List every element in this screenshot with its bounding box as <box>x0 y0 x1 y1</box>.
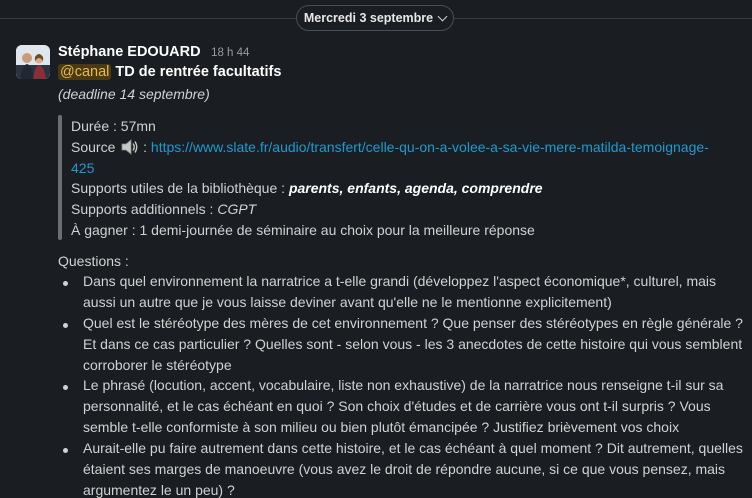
source-link-continued[interactable]: 425 <box>71 160 95 176</box>
message-timestamp[interactable]: 18 h 44 <box>211 47 250 59</box>
list-bullet <box>63 448 68 453</box>
quote-supports-utiles <box>71 180 543 196</box>
quote-source-cont <box>71 160 94 176</box>
question-1-line-1: Dans quel environnement la narratrice a t-elle grandi (développez l'aspect économique*, culturel, mais <box>83 273 717 289</box>
question-4-line-2: étaient ses marges de manoeuvre (vous avez le droit de répondre aucune, si ce que vous pensez, mais <box>83 461 726 477</box>
message-headline <box>58 64 281 80</box>
quote-a-gagner: À gagner : 1 demi-journée de séminaire au choix pour la meilleure réponse <box>71 222 535 238</box>
deadline-text: (deadline 14 septembre) <box>58 86 210 102</box>
list-bullet <box>63 323 68 328</box>
supports-utiles-label: Supports utiles de la bibliothèque : <box>71 180 289 196</box>
questions-label: Questions : <box>58 253 129 269</box>
date-label: Mercredi 3 septembre <box>303 11 434 25</box>
avatar[interactable] <box>16 45 50 79</box>
question-4-line-3: argumentez le un peu) ? <box>83 482 235 498</box>
question-2-line-2: Et dans ce cas particulier ? Quelles sont - selon vous - les 3 anecdotes de cette histoire qui vous semblent <box>83 336 743 352</box>
speaker-icon <box>121 139 139 155</box>
supports-add-value: CGPT <box>217 201 257 217</box>
question-2-line-3: corroborer le stéréotype <box>83 357 232 373</box>
source-separator: : <box>139 139 151 155</box>
quote-supports-additionnels <box>71 201 256 217</box>
supports-add-label: Supports additionnels : <box>71 201 218 217</box>
question-3-line-2: personnalité, et le cas échéant en quoi ? Son choix d'études et de carrière vous ont t-il surpris ? Vous <box>83 398 711 414</box>
blockquote-bar <box>58 115 62 240</box>
supports-utiles-value: parents, enfants, agenda, comprendre <box>288 180 543 196</box>
chevron-down-icon <box>438 11 448 21</box>
channel-mention[interactable]: @canal <box>60 64 110 80</box>
question-2-line-1: Quel est le stéréotype des mères de cet environnement ? Que penser des stéréotypes en règle générale ? <box>83 315 743 331</box>
source-link[interactable]: https://www.slate.fr/audio/transfert/celle-qu-on-a-volee-a-sa-vie-mere-matilda-temoignage- <box>150 139 709 155</box>
quote-duree: Durée : 57mn <box>71 118 156 134</box>
question-4-line-1: Aurait-elle pu faire autrement dans cette histoire, et le cas échéant à quel moment ? Dit autrement, quelles <box>83 440 743 456</box>
author-name[interactable]: Stéphane EDOUARD <box>58 44 201 60</box>
list-bullet <box>63 385 68 390</box>
headline-text: TD de rentrée facultatifs <box>115 64 282 80</box>
question-3-line-1: Le phrasé (locution, accent, vocabulaire, liste non exhaustive) de la narratrice nous renseigne t-il sur sa <box>83 377 724 393</box>
source-label: Source <box>71 139 116 155</box>
question-3-line-3: semble t-elle conformiste à son milieu ou bien plutôt émancipée ? Justifiez brièvement vos choix <box>83 419 680 435</box>
message-header <box>58 43 249 61</box>
question-1-line-2: aussi un autre que je vous laisse deviner avant qu'elle ne le mentionne explicitement) <box>83 294 612 310</box>
list-bullet <box>63 281 68 286</box>
quote-source <box>71 139 709 155</box>
date-divider-button[interactable] <box>296 5 454 31</box>
